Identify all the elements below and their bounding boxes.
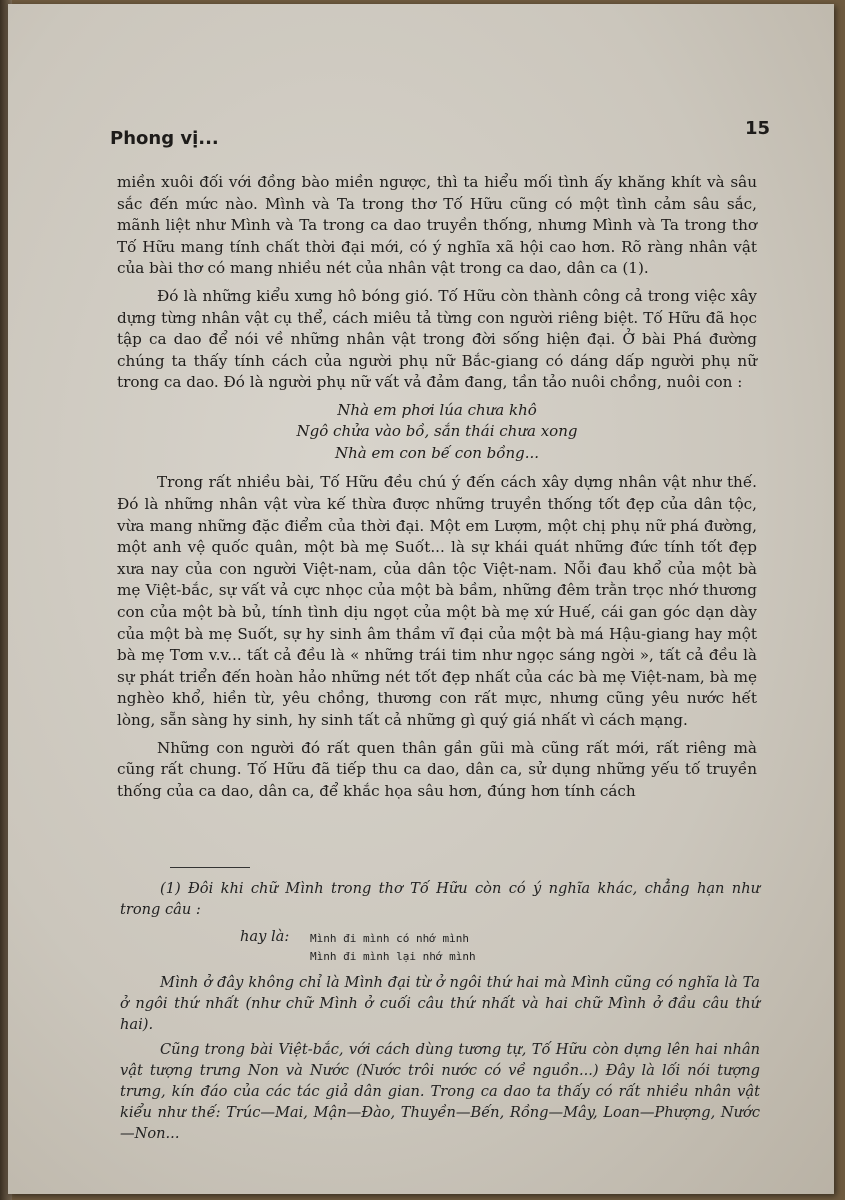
main-text [117,172,757,808]
footnote-1: (1) Đôi khi chữ Mình trong thơ Tố Hữu còn có ý nghĩa khác, chẳng hạn như trong câu : [120,880,760,918]
footnote-3: Cũng trong bài Việt-bắc, với cách dùng tương tự, Tố Hữu còn dựng lên hai nhân vật tượng trưng Non và Nước (Nước trôi nước có về nguồn...) Đây là lối nói tượng trưng, kín đáo của các tác giả dân gian. Trong ca dao ta thấy có rất nhiều nhân vật kiểu như thế: Trúc—Mai, Mận—Đào, Thuyền—Bến, Rồng—Mây, Loan—Phượng, Nước—Non... [120,1041,760,1142]
footnote-example [120,924,760,966]
footnote-example-line-2: Mình đi mình lại nhớ mình [310,950,476,963]
paragraph-3: Trong rất nhiều bài, Tố Hữu đều chú ý đến cách xây dựng nhân vật như thế. Đó là những nhân vật vừa kế thừa được những truyền thống tốt đẹp của dân tộc, vừa mang những đặc điểm của thời đại. Một em Lượm, một chị phụ nữ phá đường, một anh vệ quốc quân, một bà mẹ Suốt... là sự khái quát những đức tính tốt đẹp xưa nay của con người Việt-nam, của dân tộc Việt-nam. Nỗi đau khổ của một bà mẹ Việt-bắc, sự vất vả cực nhọc của một bà bầm, những đêm trằn trọc nhớ thương con của một bà bủ, tính tình dịu ngọt của một bà mẹ xứ Huế, cái gan góc dạn dày của một bà mẹ Suốt, sự hy sinh âm thầm vĩ đại của một bà má Hậu-giang hay một bà mẹ Tơm v.v... tất cả đều là « những trái tim như ngọc sáng ngời », tất cả đều là sự phát triển đến hoàn hảo những nét tốt đẹp nhất của các bà mẹ Việt-nam, bà mẹ nghèo khổ, hiền từ, yêu chồng, thương con rất mực, nhưng cũng yêu nước hết lòng, sẵn sàng hy sinh, hy sinh tất cả những gì quý giá nhất vì cách mạng. [117,473,757,729]
verse-quote [117,400,757,465]
footnote-example-lead: hay là: [240,928,290,945]
page-number: 15 [744,118,770,139]
paragraph-4: Những con người đó rất quen thân gần gũi mà cũng rất mới, rất riêng mà cũng rất chung. Tố Hữu đã tiếp thu ca dao, dân ca, sử dụng những yếu tố truyền thống của ca dao, dân ca, để khắc họa sâu hơn, đúng hơn tính cách [117,738,757,800]
paragraph-2: Đó là những kiểu xưng hô bóng gió. Tố Hữu còn thành công cả trong việc xây dựng từng nhân vật cụ thể, cách miêu tả từng con người riêng biệt. Tố Hữu đã học tập ca dao để nói về những nhân vật trong đời sống hiện đại. Ở bài Phá đường chúng ta thấy tính cách của người phụ nữ Bắc-giang có dáng dấp người phụ nữ trong ca dao. Đó là người phụ nữ vất vả đảm đang, tần tảo nuôi chồng, nuôi con : [117,286,757,392]
verse-line-1: Nhà em phơi lúa chưa khô [337,400,537,419]
page-header [110,118,770,156]
verse-line-2: Ngô chửa vào bồ, sắn thái chưa xong [296,422,578,441]
footnote [120,878,760,1148]
footnote-rule [170,867,250,868]
footnote-example-line-1: Mình đi mình có nhớ mình [310,932,469,945]
verse-line-3: Nhà em con bế con bồng... [334,443,540,462]
footnote-2: Mình ở đây không chỉ là Mình đại từ ở ngôi thứ hai mà Mình cũng có nghĩa là Ta ở ngôi thứ nhất (như chữ Mình ở cuối câu thứ nhất và hai chữ Mình ở đầu câu thứ hai). [120,974,760,1033]
running-head: Phong vị... [110,128,219,149]
paragraph-1: miền xuôi đối với đồng bào miền ngược, thì ta hiểu mối tình ấy khăng khít và sâu sắc đến mức nào. Mình và Ta trong thơ Tố Hữu cũng có một tình cảm sâu sắc, mãnh liệt như Mình và Ta trong ca dao truyền thống, nhưng Mình và Ta trong thơ Tố Hữu mang tính chất thời đại mới, có ý nghĩa xã hội cao hơn. Rõ ràng nhân vật của bài thơ có mang nhiều nét của nhân vật trong ca dao, dân ca (1). [117,173,757,278]
